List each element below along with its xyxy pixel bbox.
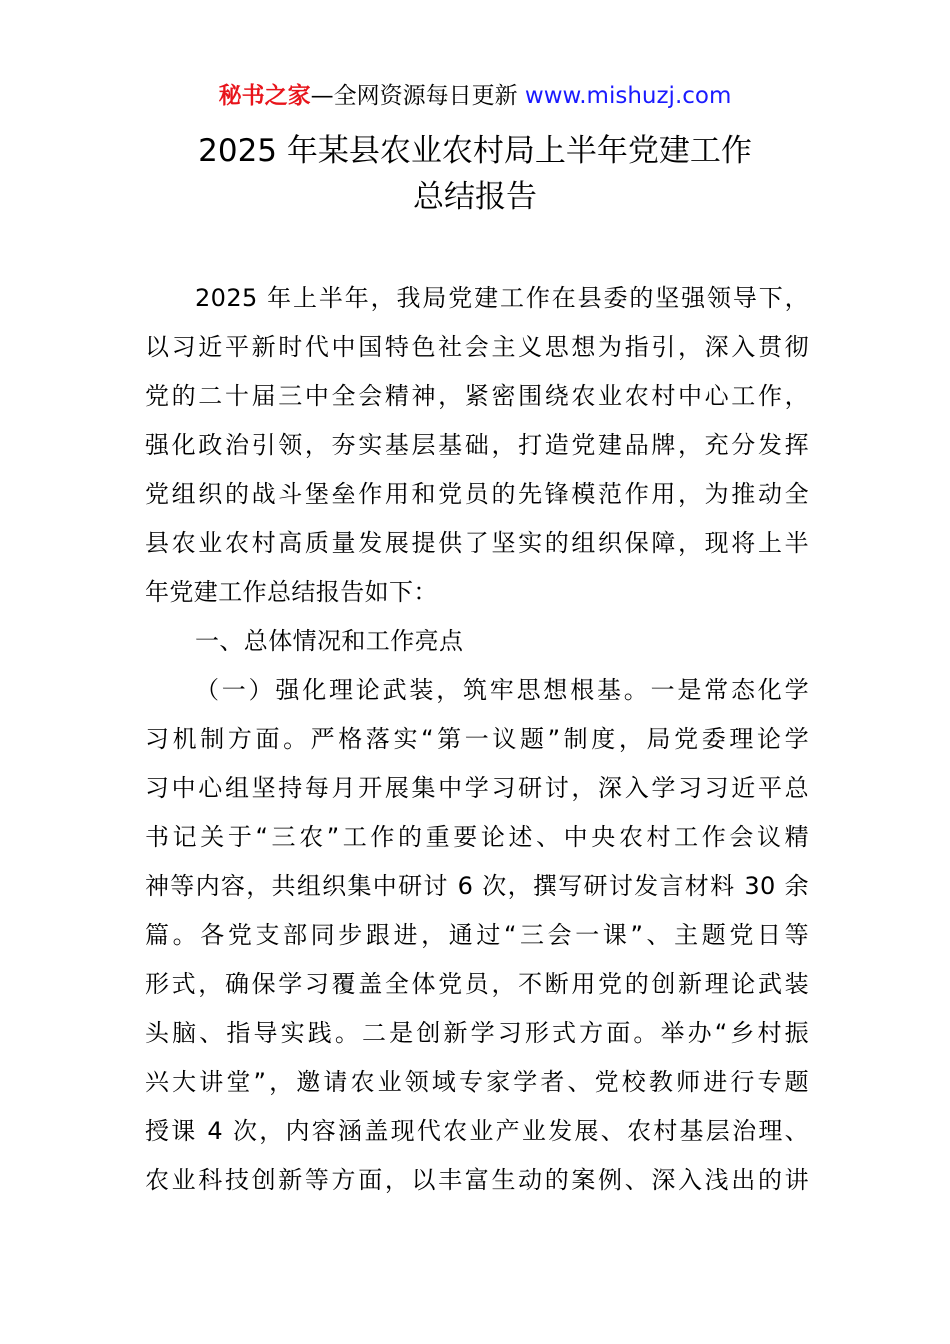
text-line: 习中心组坚持每月开展集中学习研讨，深入学习习近平总 bbox=[145, 774, 809, 802]
text-line: 神等内容，共组织集中研讨 6 次，撰写研讨发言材料 30 余 bbox=[145, 872, 809, 900]
document-title bbox=[0, 128, 950, 220]
site-banner bbox=[0, 80, 950, 112]
document-body bbox=[145, 274, 809, 1205]
text-line: 授课 4 次，内容涵盖现代农业产业发展、农村基层治理、 bbox=[145, 1117, 809, 1145]
section1-paragraph bbox=[145, 666, 809, 1205]
text-line: 篇。各党支部同步跟进，通过“三会一课”、主题党日等 bbox=[145, 921, 809, 949]
text-line: 兴大讲堂”，邀请农业领域专家学者、党校教师进行专题 bbox=[145, 1068, 809, 1096]
text-line: 书记关于“三农”工作的重要论述、中央农村工作会议精 bbox=[145, 823, 809, 851]
site-url-link[interactable]: www.mishuzj.com bbox=[524, 83, 732, 109]
title-line-1: 2025 年某县农业农村局上半年党建工作 bbox=[198, 133, 752, 169]
text-line: 习机制方面。严格落实“第一议题”制度，局党委理论学 bbox=[145, 725, 809, 753]
text-line: 强化政治引领，夯实基层基础，打造党建品牌，充分发挥 bbox=[145, 431, 809, 459]
text-line: 党的二十届三中全会精神，紧密围绕农业农村中心工作， bbox=[145, 382, 809, 410]
text-line: 年党建工作总结报告如下： bbox=[145, 578, 438, 606]
brand-name: 秘书之家 bbox=[218, 83, 311, 109]
text-line: 党组织的战斗堡垒作用和党员的先锋模范作用，为推动全 bbox=[145, 480, 809, 508]
text-line: 农业科技创新等方面，以丰富生动的案例、深入浅出的讲 bbox=[145, 1166, 809, 1194]
intro-paragraph bbox=[145, 274, 809, 617]
text-line: 形式，确保学习覆盖全体党员，不断用党的创新理论武装 bbox=[145, 970, 809, 998]
text-line: 以习近平新时代中国特色社会主义思想为指引，深入贯彻 bbox=[145, 333, 809, 361]
text-line: 2025 年上半年，我局党建工作在县委的坚强领导下， bbox=[195, 284, 809, 312]
text-line: 头脑、指导实践。二是创新学习形式方面。举办“乡村振 bbox=[145, 1019, 809, 1047]
banner-slogan: —全网资源每日更新 bbox=[310, 83, 525, 109]
text-line: （一）强化理论武装，筑牢思想根基。一是常态化学 bbox=[195, 676, 809, 704]
section-heading bbox=[145, 617, 809, 666]
section-heading-text: 一、总体情况和工作亮点 bbox=[195, 627, 464, 655]
text-line: 县农业农村高质量发展提供了坚实的组织保障，现将上半 bbox=[145, 529, 809, 557]
title-line-2: 总结报告 bbox=[413, 179, 537, 215]
